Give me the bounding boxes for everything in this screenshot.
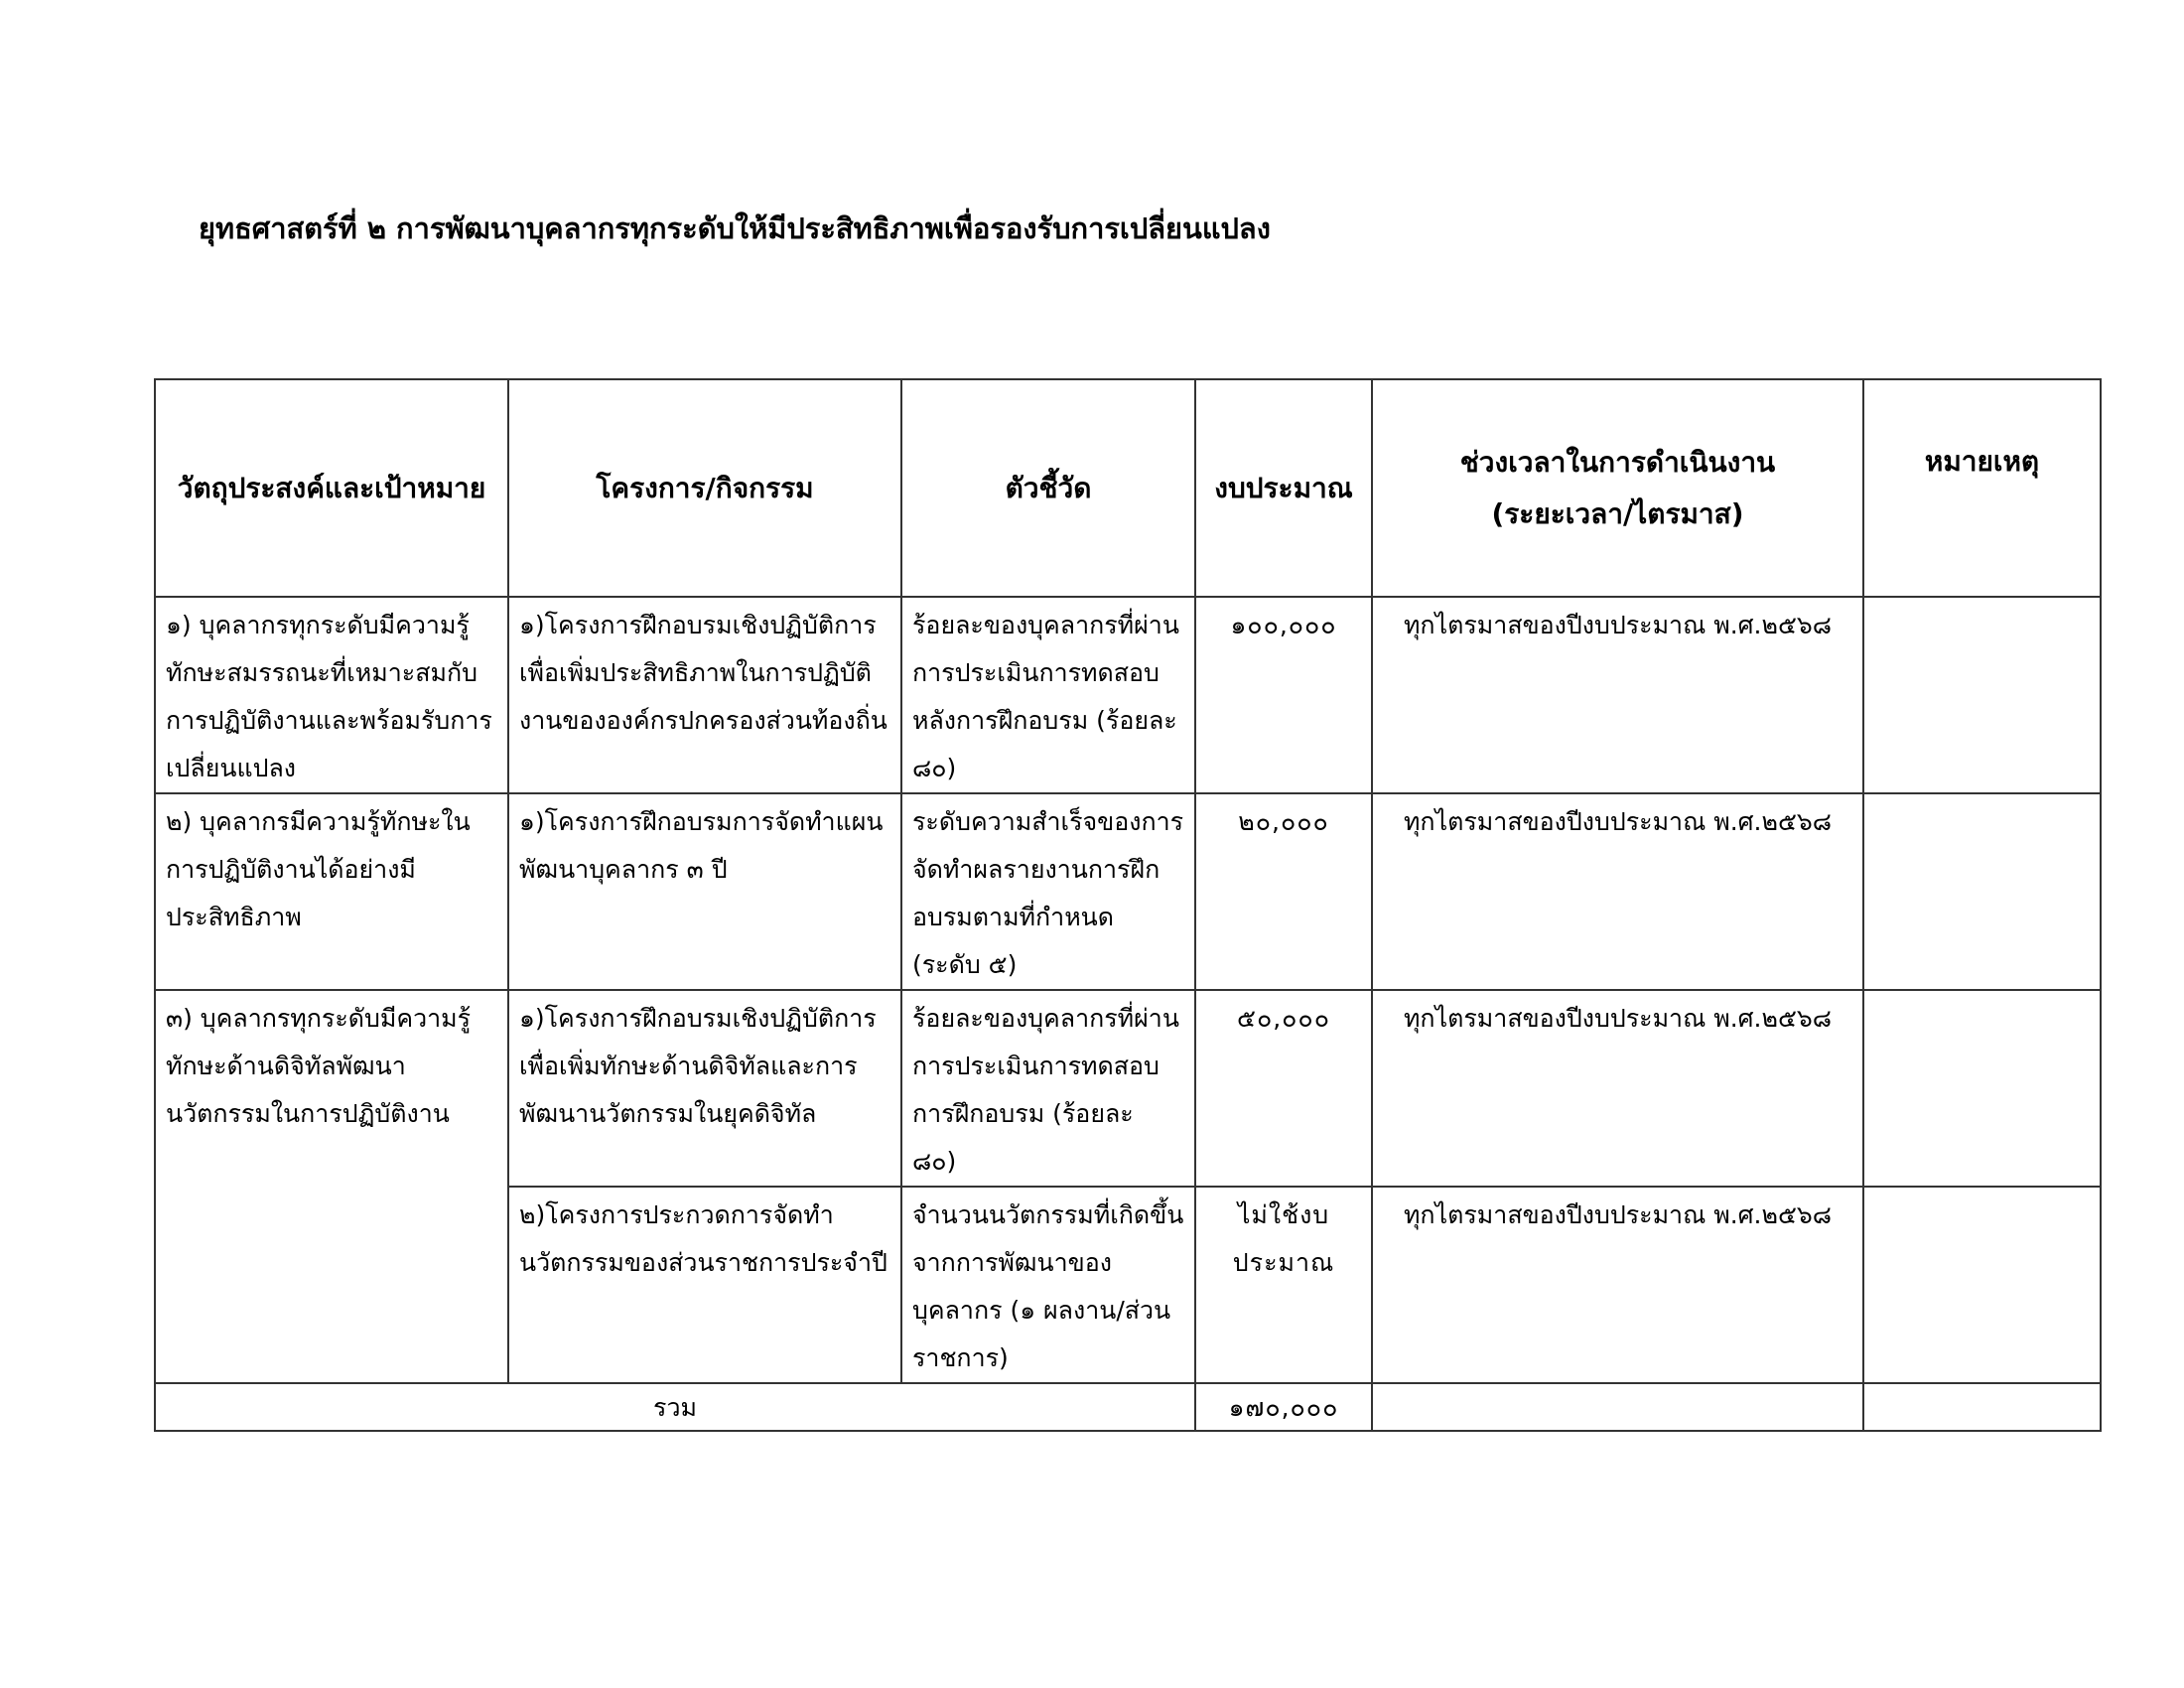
header-objective: วัตถุประสงค์และเป้าหมาย xyxy=(155,379,508,597)
header-indicator: ตัวชี้วัด xyxy=(901,379,1195,597)
cell-budget: ไม่ใช้งบประมาณ xyxy=(1195,1187,1372,1383)
cell-objective: ๒) บุคลากรมีความรู้ทักษะในการปฏิบัติงานได้อย่างมีประสิทธิภาพ xyxy=(155,793,508,990)
cell-budget: ๕๐,๐๐๐ xyxy=(1195,990,1372,1187)
cell-objective: ๓) บุคลากรทุกระดับมีความรู้ทักษะด้านดิจิทัลพัฒนานวัตกรรมในการปฏิบัติงาน xyxy=(155,990,508,1383)
cell-remark xyxy=(1863,793,2101,990)
cell-objective: ๑) บุคลากรทุกระดับมีความรู้ทักษะสมรรถนะที่เหมาะสมกับการปฏิบัติงานและพร้อมรับการเปลี่ยนแปลง xyxy=(155,597,508,793)
cell-period: ทุกไตรมาสของปีงบประมาณ พ.ศ.๒๕๖๘ xyxy=(1372,1187,1863,1383)
cell-indicator: จำนวนนวัตกรรมที่เกิดขึ้นจากการพัฒนาของบุคลากร (๑ ผลงาน/ส่วนราชการ) xyxy=(901,1187,1195,1383)
header-period-line1: ช่วงเวลาในการดำเนินงาน xyxy=(1459,445,1776,479)
header-period xyxy=(1372,379,1863,597)
total-label: รวม xyxy=(155,1383,1195,1431)
cell-indicator: ระดับความสำเร็จของการจัดทำผลรายงานการฝึกอบรมตามที่กำหนด (ระดับ ๕) xyxy=(901,793,1195,990)
header-project: โครงการ/กิจกรรม xyxy=(508,379,901,597)
strategy-table xyxy=(154,378,2102,1432)
total-budget: ๑๗๐,๐๐๐ xyxy=(1195,1383,1372,1431)
cell-remark xyxy=(1863,597,2101,793)
cell-remark xyxy=(1863,1187,2101,1383)
cell-project: ๑)โครงการฝึกอบรมเชิงปฏิบัติการเพื่อเพิ่มทักษะด้านดิจิทัลและการพัฒนานวัตกรรมในยุคดิจิทัล xyxy=(508,990,901,1187)
cell-period: ทุกไตรมาสของปีงบประมาณ พ.ศ.๒๕๖๘ xyxy=(1372,990,1863,1187)
cell-period: ทุกไตรมาสของปีงบประมาณ พ.ศ.๒๕๖๘ xyxy=(1372,793,1863,990)
page-title: ยุทธศาสตร์ที่ ๒ การพัฒนาบุคลากรทุกระดับให้มีประสิทธิภาพเพื่อรองรับการเปลี่ยนแปลง xyxy=(199,211,1271,245)
cell-budget: ๒๐,๐๐๐ xyxy=(1195,793,1372,990)
cell-indicator: ร้อยละของบุคลากรที่ผ่านการประเมินการทดสอบการฝึกอบรม (ร้อยละ ๘๐) xyxy=(901,990,1195,1187)
total-row xyxy=(155,1383,2101,1431)
header-period-line2: (ระยะเวลา/ไตรมาส) xyxy=(1491,496,1744,530)
table-row xyxy=(155,990,2101,1187)
cell-remark xyxy=(1863,990,2101,1187)
total-period xyxy=(1372,1383,1863,1431)
cell-project: ๑)โครงการฝึกอบรมการจัดทำแผนพัฒนาบุคลากร ๓ ปี xyxy=(508,793,901,990)
header-budget: งบประมาณ xyxy=(1195,379,1372,597)
cell-period: ทุกไตรมาสของปีงบประมาณ พ.ศ.๒๕๖๘ xyxy=(1372,597,1863,793)
table-header-row xyxy=(155,379,2101,597)
cell-budget: ๑๐๐,๐๐๐ xyxy=(1195,597,1372,793)
header-remark: หมายเหตุ xyxy=(1863,379,2101,597)
table-row xyxy=(155,793,2101,990)
cell-project: ๑)โครงการฝึกอบรมเชิงปฏิบัติการเพื่อเพิ่มประสิทธิภาพในการปฏิบัติงานขององค์กรปกครองส่วนท้องถิ่น xyxy=(508,597,901,793)
total-remark xyxy=(1863,1383,2101,1431)
table-row xyxy=(155,597,2101,793)
cell-indicator: ร้อยละของบุคลากรที่ผ่านการประเมินการทดสอบหลังการฝึกอบรม (ร้อยละ ๘๐) xyxy=(901,597,1195,793)
cell-project: ๒)โครงการประกวดการจัดทำนวัตกรรมของส่วนราชการประจำปี xyxy=(508,1187,901,1383)
